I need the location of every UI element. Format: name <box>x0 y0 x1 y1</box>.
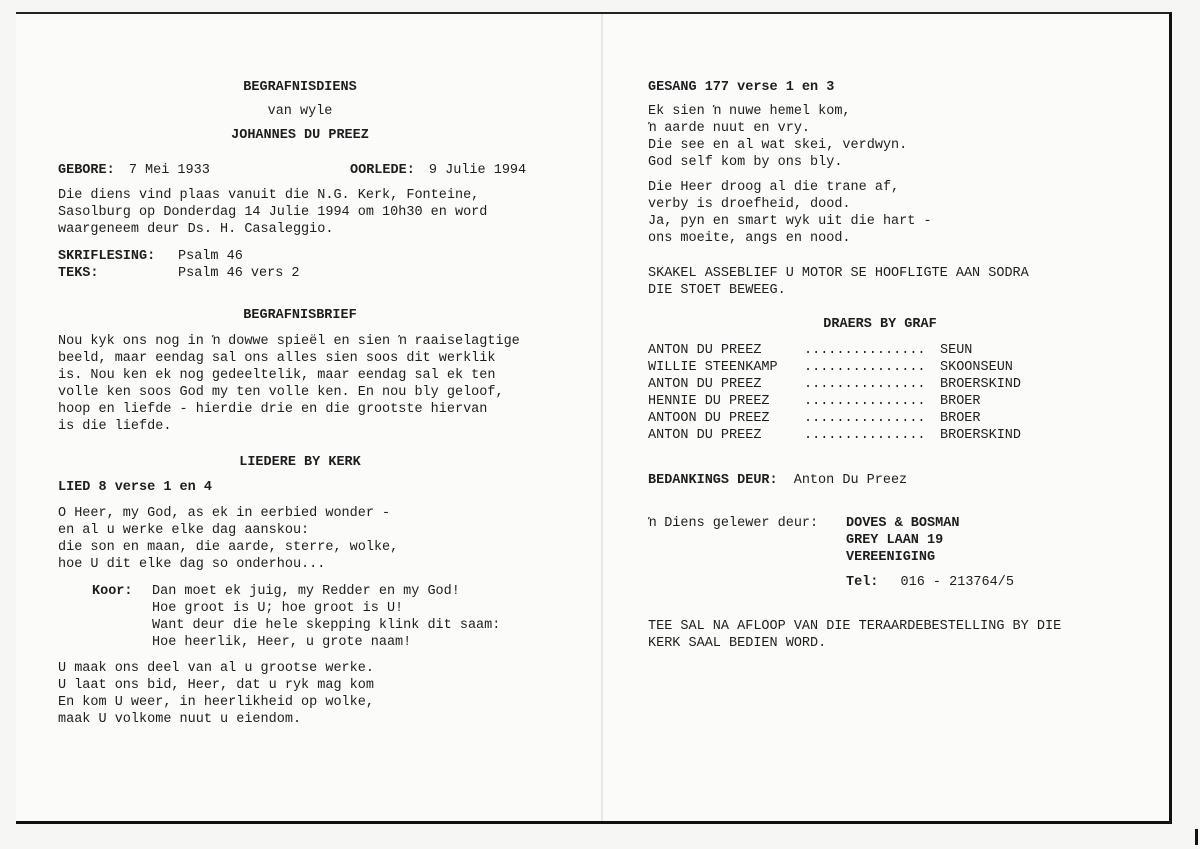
letter-line: hoop en liefde - hierdie drie en die grootste hiervan <box>58 402 488 417</box>
letter-line: volle ken soos God my ten volle ken. En nou bly geloof, <box>58 385 504 400</box>
born-row <box>58 162 210 179</box>
notice-line: DIE STOET BEWEEG. <box>648 283 786 298</box>
born-date: 7 Mei 1933 <box>128 163 210 178</box>
letter-line: is. Nou ken ek nog gedeeltelik, maar eendag sal ek ten <box>58 368 496 383</box>
headlights-notice <box>648 265 1029 299</box>
bearer-relation: SEUN <box>940 343 973 358</box>
lyric-line: Hoe groot is U; hoe groot is U! <box>152 601 404 616</box>
born-label: GEBORE: <box>58 163 115 178</box>
tel-value: 016 - 213764/5 <box>900 575 1014 590</box>
bearer-relation: BROERSKIND <box>940 428 1022 443</box>
tel-label: Tel: <box>846 575 879 590</box>
hymn-verse-1 <box>648 103 907 171</box>
lyric-line: Ja, pyn en smart wyk uit die hart - <box>648 214 932 229</box>
van-wyle: van wyle <box>267 104 333 119</box>
bearer-row <box>648 427 1068 444</box>
lyric-line: die son en maan, die aarde, sterre, wolke, <box>58 540 399 555</box>
lyric-line: God self kom by ons bly. <box>648 155 843 170</box>
bearer-row <box>648 359 1068 376</box>
notice-line: KERK SAAL BEDIEN WORD. <box>648 636 827 651</box>
bearer-dots: ............... <box>804 394 926 409</box>
song-title: LIED 8 verse 1 en 4 <box>58 480 212 495</box>
thanks-value: Anton Du Preez <box>793 473 908 488</box>
service-line: Die diens vind plaas vanuit die N.G. Kerk, Fonteine, <box>58 188 480 203</box>
service-title: BEGRAFNISDIENS <box>243 80 357 95</box>
bearers-list <box>648 342 1068 444</box>
bearer-row <box>648 410 1068 427</box>
bearer-dots: ............... <box>804 428 926 443</box>
page-fold <box>601 14 603 822</box>
letter-line: Nou kyk ons nog in ŉ dowwe spieël en sien ŉ raaiselagtige <box>58 334 520 349</box>
undertaker-address <box>846 515 959 566</box>
bearer-name: WILLIE STEENKAMP <box>648 360 778 375</box>
song-verse-4 <box>58 660 374 728</box>
reading-value: Psalm 46 <box>178 249 243 264</box>
lyric-line: Die see en al wat skei, verdwyn. <box>648 138 908 153</box>
bearer-name: ANTON DU PREEZ <box>648 377 762 392</box>
bearer-dots: ............... <box>804 377 926 392</box>
bearer-dots: ............... <box>804 411 926 426</box>
thanks-row <box>648 472 907 489</box>
bearer-name: ANTOON DU PREEZ <box>648 411 770 426</box>
edge-mark <box>1195 829 1198 845</box>
tel-row <box>846 574 1014 591</box>
chorus-label: Koor: <box>92 584 133 599</box>
reading-label: SKRIFLESING: <box>58 249 156 264</box>
text-label: TEKS: <box>58 266 99 281</box>
hymn-title: GESANG 177 verse 1 en 3 <box>648 80 835 95</box>
letter-body <box>58 333 520 435</box>
service-line: waargeneem deur Ds. H. Casaleggio. <box>58 222 334 237</box>
songs-heading: LIEDERE BY KERK <box>239 455 361 470</box>
letter-heading: BEGRAFNISBRIEF <box>243 308 357 323</box>
deceased-name: JOHANNES DU PREEZ <box>231 128 369 143</box>
lyric-line: U maak ons deel van al u grootse werke. <box>58 661 374 676</box>
bearer-relation: SKOONSEUN <box>940 360 1013 375</box>
letter-line: beeld, maar eendag sal ons alles sien soos dit werklik <box>58 351 496 366</box>
bearer-relation: BROER <box>940 411 981 426</box>
letter-line: is die liefde. <box>58 419 172 434</box>
lyric-line: U laat ons bid, Heer, dat u ryk mag kom <box>58 678 374 693</box>
undertaker-line: GREY LAAN 19 <box>846 533 944 548</box>
lyric-line: Dan moet ek juig, my Redder en my God! <box>152 584 460 599</box>
hymn-verse-3 <box>648 179 932 247</box>
lyric-line: O Heer, my God, as ek in eerbied wonder - <box>58 506 391 521</box>
died-row <box>350 162 526 179</box>
lyric-line: maak U volkome nuut u eiendom. <box>58 712 302 727</box>
bearer-row <box>648 342 1068 359</box>
text-row <box>58 265 300 282</box>
bearer-name: ANTON DU PREEZ <box>648 343 762 358</box>
reading-row <box>58 248 243 265</box>
notice-line: SKAKEL ASSEBLIEF U MOTOR SE HOOFLIGTE AAN SODRA <box>648 266 1029 281</box>
service-by-label: ŉ Diens gelewer deur: <box>648 516 819 531</box>
lyric-line: Want deur die hele skepping klink dit saam: <box>152 618 501 633</box>
bearer-row <box>648 376 1068 393</box>
bearer-name: HENNIE DU PREEZ <box>648 394 770 409</box>
lyric-line: ŉ aarde nuut en vry. <box>648 121 811 136</box>
service-details <box>58 187 487 238</box>
died-date: 9 Julie 1994 <box>428 163 527 178</box>
song-verse-1 <box>58 505 398 573</box>
bearers-heading: DRAERS BY GRAF <box>823 317 937 332</box>
text-value: Psalm 46 vers 2 <box>178 266 300 281</box>
undertaker-line: VEREENIGING <box>846 550 936 565</box>
lyric-line: hoe U dit elke dag so onderhou... <box>58 557 326 572</box>
undertaker-line: DOVES & BOSMAN <box>846 516 960 531</box>
bearer-relation: BROERSKIND <box>940 377 1022 392</box>
tea-notice <box>648 618 1061 652</box>
lyric-line: Hoe heerlik, Heer, u grote naam! <box>152 635 412 650</box>
lyric-line: ons moeite, angs en nood. <box>648 231 851 246</box>
died-label: OORLEDE: <box>350 163 415 178</box>
lyric-line: En kom U weer, in heerlikheid op wolke, <box>58 695 374 710</box>
lyric-line: verby is droefheid, dood. <box>648 197 851 212</box>
song-chorus <box>152 583 500 651</box>
lyric-line: en al u werke elke dag aanskou: <box>58 523 310 538</box>
bearer-dots: ............... <box>804 343 926 358</box>
thanks-label: BEDANKINGS DEUR: <box>648 473 778 488</box>
lyric-line: Ek sien ŉ nuwe hemel kom, <box>648 104 851 119</box>
lyric-line: Die Heer droog al die trane af, <box>648 180 900 195</box>
service-line: Sasolburg op Donderdag 14 Julie 1994 om 10h30 en word <box>58 205 488 220</box>
bearer-name: ANTON DU PREEZ <box>648 428 762 443</box>
bearer-dots: ............... <box>804 360 926 375</box>
bearer-relation: BROER <box>940 394 981 409</box>
bearer-row <box>648 393 1068 410</box>
notice-line: TEE SAL NA AFLOOP VAN DIE TERAARDEBESTELLING BY DIE <box>648 619 1062 634</box>
